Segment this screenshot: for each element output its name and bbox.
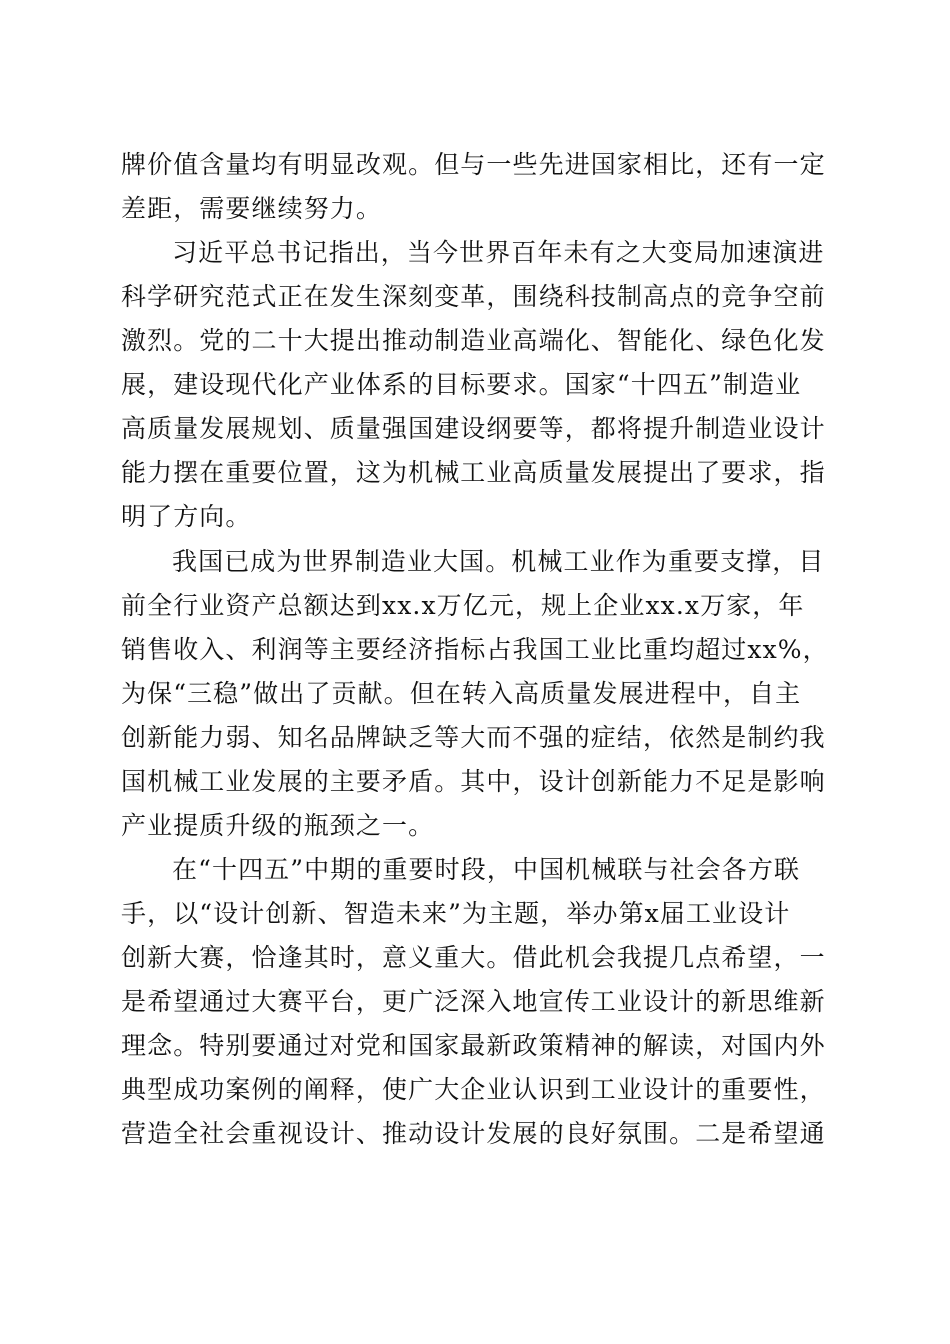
text-line: 创新能力弱、知名品牌缺乏等大而不强的症结，依然是制约我 bbox=[121, 723, 826, 752]
text-line: 典型成功案例的阐释，使广大企业认识到工业设计的重要性， bbox=[121, 1075, 826, 1104]
text-line: 前全行业资产总额达到xx.x万亿元，规上企业xx.x万家，年 bbox=[121, 591, 805, 620]
text-line: 营造全社会重视设计、推动设计发展的良好氛围。二是希望通 bbox=[121, 1119, 826, 1148]
text-line: 高质量发展规划、质量强国建设纲要等，都将提升制造业设计 bbox=[121, 414, 826, 443]
text-line: 激烈。党的二十大提出推动制造业高端化、智能化、绿色化发 bbox=[121, 326, 826, 355]
text-line: 国机械工业发展的主要矛盾。其中，设计创新能力不足是影响 bbox=[121, 767, 826, 796]
text-line: 差距，需要继续努力。 bbox=[121, 194, 383, 223]
paragraph-first-line: 在“十四五”中期的重要时段，中国机械联与社会各方联 bbox=[172, 855, 801, 884]
text-line: 展，建设现代化产业体系的目标要求。国家“十四五”制造业 bbox=[121, 370, 802, 399]
paragraph-first-line: 习近平总书记指出，当今世界百年未有之大变局加速演进 bbox=[172, 238, 825, 267]
text-line: 手，以“设计创新、智造未来”为主题，举办第x届工业设计 bbox=[121, 899, 791, 928]
text-line: 为保“三稳”做出了贡献。但在转入高质量发展进程中，自主 bbox=[121, 679, 802, 708]
paragraph-first-line: 我国已成为世界制造业大国。机械工业作为重要支撑，目 bbox=[172, 547, 825, 576]
text-line: 科学研究范式正在发生深刻变革，围绕科技制高点的竞争空前 bbox=[121, 282, 826, 311]
text-line: 是希望通过大赛平台，更广泛深入地宣传工业设计的新思维新 bbox=[121, 987, 826, 1016]
text-line: 产业提质升级的瓶颈之一。 bbox=[121, 811, 435, 840]
text-line: 牌价值含量均有明显改观。但与一些先进国家相比，还有一定 bbox=[121, 150, 826, 179]
text-line: 销售收入、利润等主要经济指标占我国工业比重均超过xx%， bbox=[121, 635, 829, 664]
text-line: 创新大赛，恰逢其时，意义重大。借此机会我提几点希望，一 bbox=[121, 943, 826, 972]
text-line: 理念。特别要通过对党和国家最新政策精神的解读，对国内外 bbox=[121, 1031, 826, 1060]
text-line: 能力摆在重要位置，这为机械工业高质量发展提出了要求，指 bbox=[121, 458, 826, 487]
text-line: 明了方向。 bbox=[121, 502, 252, 531]
